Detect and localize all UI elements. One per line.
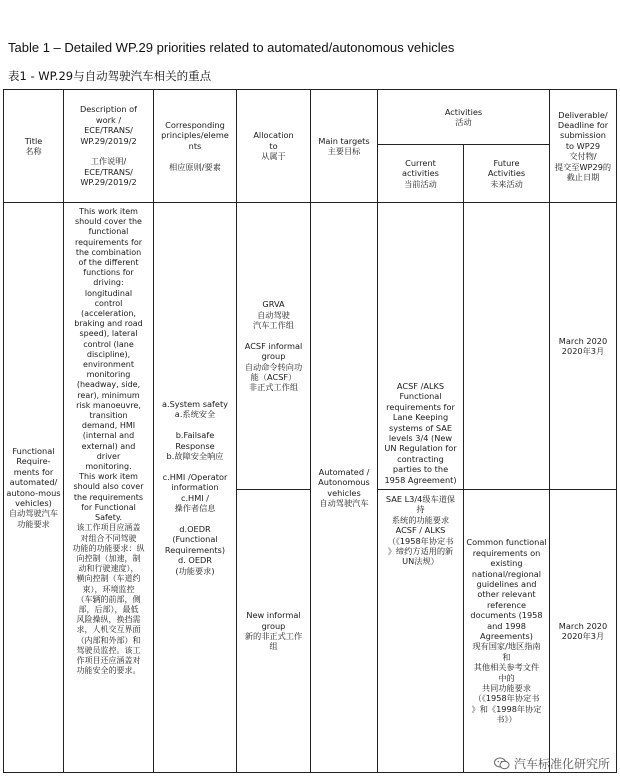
header-principles: Corresponding principles/eleme nts 相应原则/要素 bbox=[161, 119, 229, 172]
row-description: This work item should cover the functional requirements for the combination of the different functions for driving: longitudinal control (acceleration, braking and road speed), lateral control (lane discipline), environment monitoring (headway, side, rear), minimum risk manoeuvre, transition demand, HMI (internal and external) and driver monitoring. This work item should also cover the requirements for Functional Safety. 该工作项目应涵盖 对组合不同驾驶 功能的功能要求：纵 向控制（加速，制 动和行驶速度）， 横向控制（车道约 束），环境监控 （车辆的前部，侧 部，后部），最低 风险操纵，换挡需 求，人机交互界面 （内部和外部）和 驾驶员监控。该工 作项目还应涵盖对 功能安全的要求。 bbox=[72, 207, 145, 676]
row-main-targets: Automated / Autonomous vehicles 自动驾驶汽车 bbox=[318, 466, 370, 508]
row-title: Functional Require- ments for automated/ autono-mous vehicles) 自动驾驶汽车 功能要求 bbox=[6, 445, 61, 529]
row-deliverable-top: March 2020 2020年3月 bbox=[558, 335, 608, 356]
header-main-targets: Main targets 主要目标 bbox=[318, 135, 370, 156]
row-deliverable-bottom: March 2020 2020年3月 bbox=[558, 620, 608, 641]
row-principles: a.System safety a.系统安全 b.Failsafe Response b.故障安全响应 c.HMI /Operator information c.HMI / 操作者信息 d.OEDR (Functional Requirements) d. OEDR (功能要求) bbox=[161, 399, 228, 576]
header-description: Description of work / ECE/TRANS/ WP.29/2019/2 工作说明/ ECE/TRANS/ WP.29/2019/2 bbox=[79, 104, 138, 188]
table-caption-en: Table 1 – Detailed WP.29 priorities related to automated/autonomous vehicles bbox=[8, 40, 455, 55]
row-current-bottom: SAE L3/4级车道保 持 系统的功能要求 ACSF / ALKS （《1958年协定书 》缔约方适用的新 UN法规） bbox=[385, 494, 456, 567]
border-right bbox=[616, 89, 617, 773]
header-current: Current activities 当前活动 bbox=[402, 157, 439, 189]
header-deliverable: Deliverable/ Deadline for submission to WP29 交付物/ 提交至WP29的 截止日期 bbox=[554, 109, 612, 183]
header-allocation: Allocation to 从属于 bbox=[253, 130, 294, 162]
row-current-top: ACSF /ALKS Functional requirements for Lane Keeping systems of SAE levels 3/4 (New UN Regulation for contracting parties to the 1958 Agreement) bbox=[384, 380, 457, 485]
watermark-text: 汽车标准化研究所 bbox=[513, 757, 610, 771]
watermark bbox=[494, 755, 610, 772]
priorities-table bbox=[3, 89, 617, 773]
header-title: Title 名称 bbox=[24, 135, 43, 156]
header-future: Future Activities 未来活动 bbox=[487, 157, 526, 189]
row-allocation-top: GRVA 自动驾驶 汽车工作组 ACSF informal group 自动命令转向功 能（ACSF） 非正式工作组 bbox=[244, 299, 303, 393]
row-allocation-bottom: New informal group 新的非正式工作 组 bbox=[244, 610, 303, 652]
wechat-icon bbox=[494, 757, 510, 770]
header-activities: Activities 活动 bbox=[444, 106, 483, 127]
table-caption-zh: 表1 - WP.29与自动驾驶汽车相关的重点 bbox=[8, 69, 212, 83]
row-future-bottom: Common functional requirements on existing national/regional guidelines and other relevant reference documents (1958 and 1998 Agreements) 现有国家/地区指南 和 其他相关参考文件 中的 共同功能要求 （《1958年协定书 》和《1998年协定 书》） bbox=[466, 537, 547, 725]
